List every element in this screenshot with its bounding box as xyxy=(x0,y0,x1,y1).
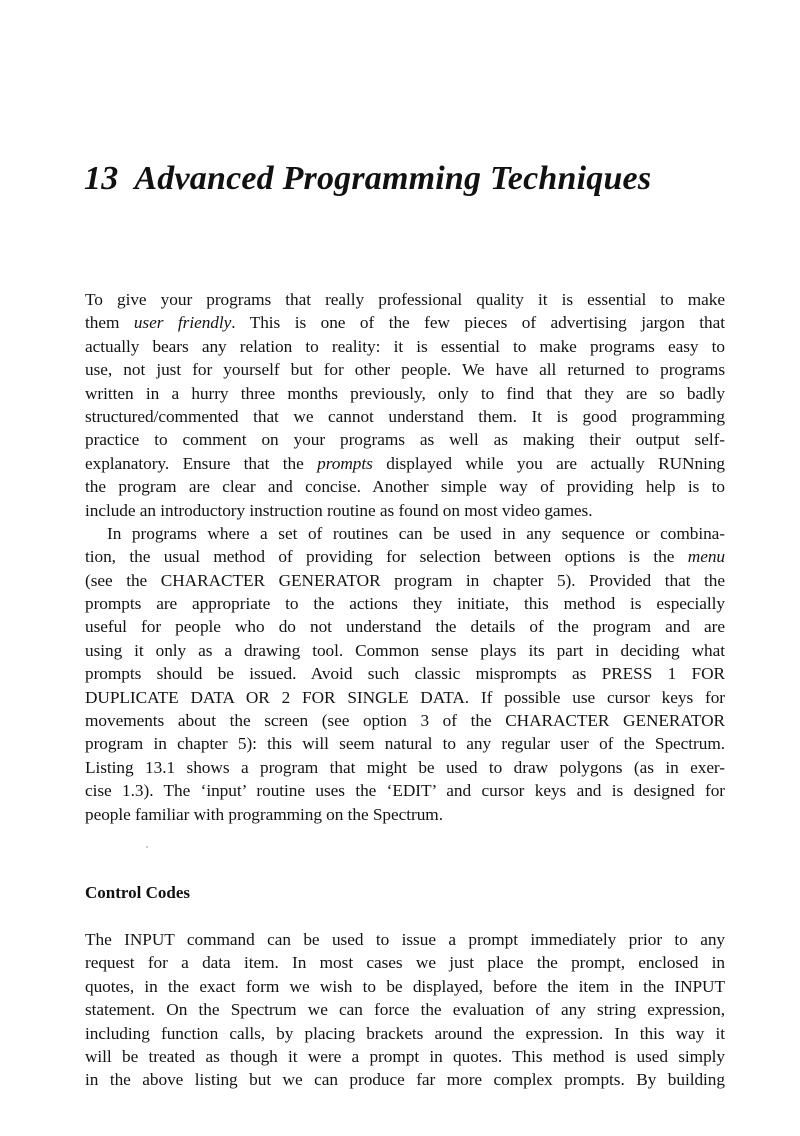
text-line: the program are clear and concise. Another simple way of providing help is to xyxy=(85,477,725,497)
text-line: DUPLICATE DATA OR 2 FOR SINGLE DATA. If possible use cursor keys for xyxy=(85,687,725,707)
text-line: request for a data item. In most cases we just place the prompt, enclosed in xyxy=(85,953,725,973)
text-line: people familiar with programming on the Spectrum. xyxy=(85,804,443,824)
text-line: quotes, in the exact form we wish to be displayed, before the item in the INPUT xyxy=(85,976,725,996)
text-line: useful for people who do not understand the details of the program and are xyxy=(85,617,725,637)
text-line: (see the CHARACTER GENERATOR program in chapter 5). Provided that the xyxy=(85,570,725,590)
text-line: will be treated as though it were a prompt in quotes. This method is used simply xyxy=(85,1046,725,1066)
text-line: structured/commented that we cannot understand them. It is good programming xyxy=(85,406,725,426)
text-line: prompts should be issued. Avoid such classic misprompts as PRESS 1 FOR xyxy=(85,664,725,684)
scan-speck xyxy=(146,846,148,848)
text-line: them user friendly. This is one of the few pieces of advertising jargon that xyxy=(85,313,725,333)
emphasis: prompts xyxy=(317,453,373,473)
text-line: using it only as a drawing tool. Common sense plays its part in deciding what xyxy=(85,640,725,660)
text-line: prompts are appropriate to the actions they initiate, this method is especially xyxy=(85,594,725,614)
chapter-title xyxy=(84,160,651,198)
text-line: in the above listing but we can produce far more complex prompts. By building xyxy=(85,1070,725,1090)
text-line: To give your programs that really professional quality it is essential to make xyxy=(85,290,725,309)
section-heading: Control Codes xyxy=(85,883,190,902)
text-line: including function calls, by placing brackets around the expression. In this way it xyxy=(85,1023,725,1043)
text-line: include an introductory instruction routine as found on most video games. xyxy=(85,500,593,520)
text-line: In programs where a set of routines can be used in any sequence or combina- xyxy=(107,523,725,543)
text-line: tion, the usual method of providing for selection between options is the menu xyxy=(85,547,725,567)
text-line: explanatory. Ensure that the prompts displayed while you are actually RUNning xyxy=(85,453,725,473)
text-line: actually bears any relation to reality: it is essential to make programs easy to xyxy=(85,336,725,356)
text-line: written in a hurry three months previously, only to find that they are so badly xyxy=(85,383,725,403)
chapter-title-text: Advanced Programming Techniques xyxy=(134,160,652,197)
emphasis: menu xyxy=(687,547,725,567)
text-line: Listing 13.1 shows a program that might be used to draw polygons (as in exer- xyxy=(85,757,725,777)
text-line: statement. On the Spectrum we can force the evaluation of any string expression, xyxy=(85,1000,725,1020)
text-line: cise 1.3). The ‘input’ routine uses the ‘EDIT’ and cursor keys and is designed for xyxy=(85,781,725,801)
text-line: program in chapter 5): this will seem natural to any regular user of the Spectrum. xyxy=(85,734,725,754)
text-line: The INPUT command can be used to issue a prompt immediately prior to any xyxy=(85,930,725,949)
text-line: movements about the screen (see option 3 of the CHARACTER GENERATOR xyxy=(85,711,725,731)
emphasis: user friendly xyxy=(133,313,232,333)
section-text xyxy=(85,928,725,1092)
chapter-number: 13 xyxy=(84,160,119,197)
intro-text xyxy=(85,288,725,826)
text-line: use, not just for yourself but for other people. We have all returned to programs xyxy=(85,360,725,380)
text-line: practice to comment on your programs as well as making their output self- xyxy=(85,430,725,450)
